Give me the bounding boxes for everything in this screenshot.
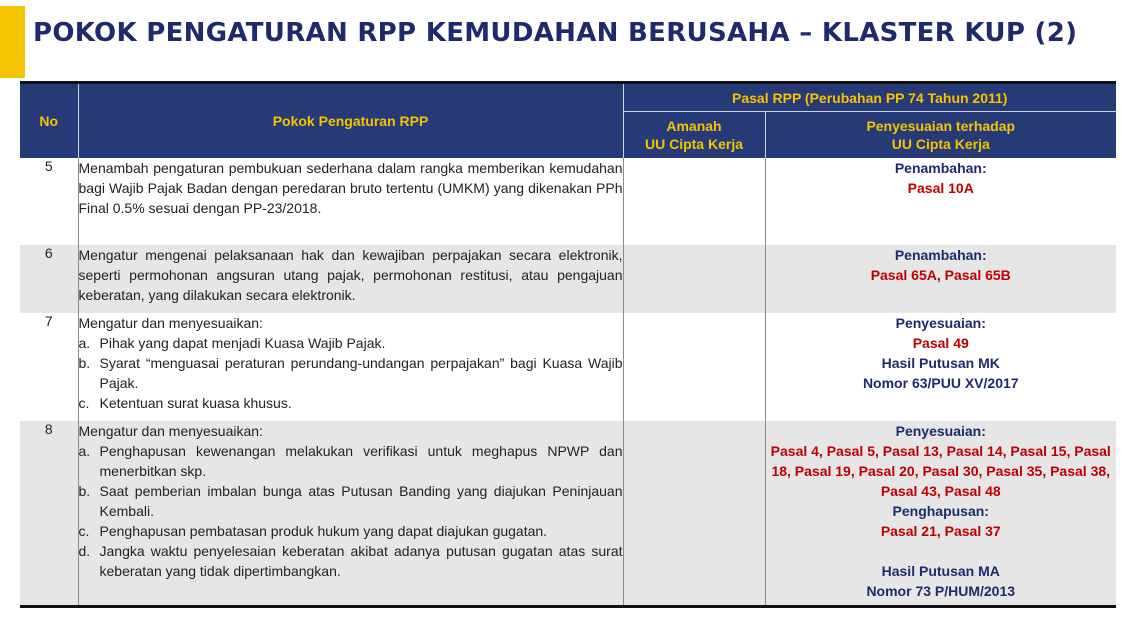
adjustment-articles: Pasal 10A [907, 179, 974, 196]
col-header-penyesuaian [765, 112, 1116, 158]
list-marker: b. [78, 482, 91, 499]
adjustment-articles: Pasal 21, Pasal 37 [880, 522, 1001, 539]
list-item [79, 541, 623, 581]
list-marker: c. [78, 394, 90, 411]
adjustment-label: Penyesuaian: [895, 314, 986, 331]
row-number: 5 [20, 158, 78, 245]
adjustment-articles: Pasal 4, Pasal 5, Pasal 13, Pasal 14, Pasal 15, Pasal 18, Pasal 19, Pasal 20, Pasal 30, Pasal 35, Pasal 38, Pasal 43, Pasal 48 [770, 442, 1111, 499]
amanah-cell [623, 245, 765, 313]
table-row [20, 421, 1116, 607]
list-item-text: Jangka waktu penyelesaian keberatan akibat adanya putusan gugatan atas surat keberatan yang tidak dipertimbangkan. [99, 542, 623, 579]
regulation-table [20, 81, 1116, 608]
adjustment-cell [765, 421, 1116, 607]
sub-item-list [79, 333, 623, 413]
list-marker: d. [78, 542, 91, 559]
list-item [79, 393, 623, 413]
list-item [79, 481, 623, 521]
col-header-penyesuaian-text: Penyesuaian terhadap UU Cipta Kerja [866, 117, 1016, 152]
list-item-text: Penghapusan pembatasan produk hukum yang dapat diajukan gugatan. [99, 522, 548, 539]
list-item [79, 333, 623, 353]
sub-item-list [79, 441, 623, 581]
table-row [20, 313, 1116, 421]
col-header-pasal-group: Pasal RPP (Perubahan PP 74 Tahun 2011) [623, 83, 1116, 112]
col-header-amanah-text: Amanah UU Cipta Kerja [644, 117, 744, 152]
list-item [79, 521, 623, 541]
list-item-text: Ketentuan surat kuasa khusus. [99, 394, 292, 411]
spacer [766, 541, 1117, 561]
list-item [79, 441, 623, 481]
amanah-cell [623, 158, 765, 245]
list-item-text: Pihak yang dapat menjadi Kuasa Wajib Pajak. [99, 334, 386, 351]
col-header-amanah [623, 112, 765, 158]
accent-bar [0, 6, 25, 78]
list-marker: c. [78, 522, 90, 539]
list-marker: b. [78, 354, 91, 371]
adjustment-cell [765, 313, 1116, 421]
list-marker: a. [78, 334, 91, 351]
adjustment-articles: Pasal 65A, Pasal 65B [870, 266, 1011, 283]
row-lead-text: Mengatur dan menyesuaikan: [78, 422, 263, 439]
table-row [20, 158, 1116, 245]
amanah-cell [623, 313, 765, 421]
adjustment-cell [765, 245, 1116, 313]
adjustment-label: Penghapusan: [892, 502, 989, 519]
row-number: 7 [20, 313, 78, 421]
adjustment-cell [765, 158, 1116, 245]
list-item [79, 353, 623, 393]
court-decision-note: Hasil Putusan MK Nomor 63/PUU XV/2017 [862, 354, 1019, 391]
list-item-text: Saat pemberian imbalan bunga atas Putusan Banding yang diajukan Peninjauan Kembali. [99, 482, 623, 519]
adjustment-label: Penambahan: [894, 246, 987, 263]
row-description [78, 421, 623, 607]
amanah-cell [623, 421, 765, 607]
row-lead-text: Mengatur dan menyesuaikan: [78, 314, 263, 331]
adjustment-label: Penambahan: [894, 159, 987, 176]
list-item-text: Syarat “menguasai peraturan perundang-undangan perpajakan” bagi Kuasa Wajib Pajak. [99, 354, 623, 391]
row-description [78, 313, 623, 421]
adjustment-label: Penyesuaian: [895, 422, 986, 439]
row-description: Mengatur mengenai pelaksanaan hak dan kewajiban perpajakan secara elektronik, seperti permohonan angsuran utang pajak, permohonan restitusi, atau pengajuan keberatan, yang dilakukan secara elektronik. [78, 245, 623, 313]
col-header-pokok: Pokok Pengaturan RPP [78, 83, 623, 158]
adjustment-articles: Pasal 49 [912, 334, 969, 351]
table-row [20, 245, 1116, 313]
row-number: 8 [20, 421, 78, 607]
list-item-text: Penghapusan kewenangan melakukan verifikasi untuk meghapus NPWP dan menerbitkan skp. [99, 442, 623, 479]
col-header-no: No [20, 83, 78, 158]
list-marker: a. [78, 442, 91, 459]
row-description: Menambah pengaturan pembukuan sederhana dalam rangka memberikan kemudahan bagi Wajib Pajak Badan dengan peredaran bruto tertentu (UMKM) yang dikenakan PPh Final 0.5% sesuai dengan PP-23/2018. [78, 158, 623, 245]
row-number: 6 [20, 245, 78, 313]
court-decision-note: Hasil Putusan MA Nomor 73 P/HUM/2013 [866, 562, 1016, 599]
page-title: POKOK PENGATURAN RPP KEMUDAHAN BERUSAHA – KLASTER KUP (2) [33, 18, 1078, 48]
